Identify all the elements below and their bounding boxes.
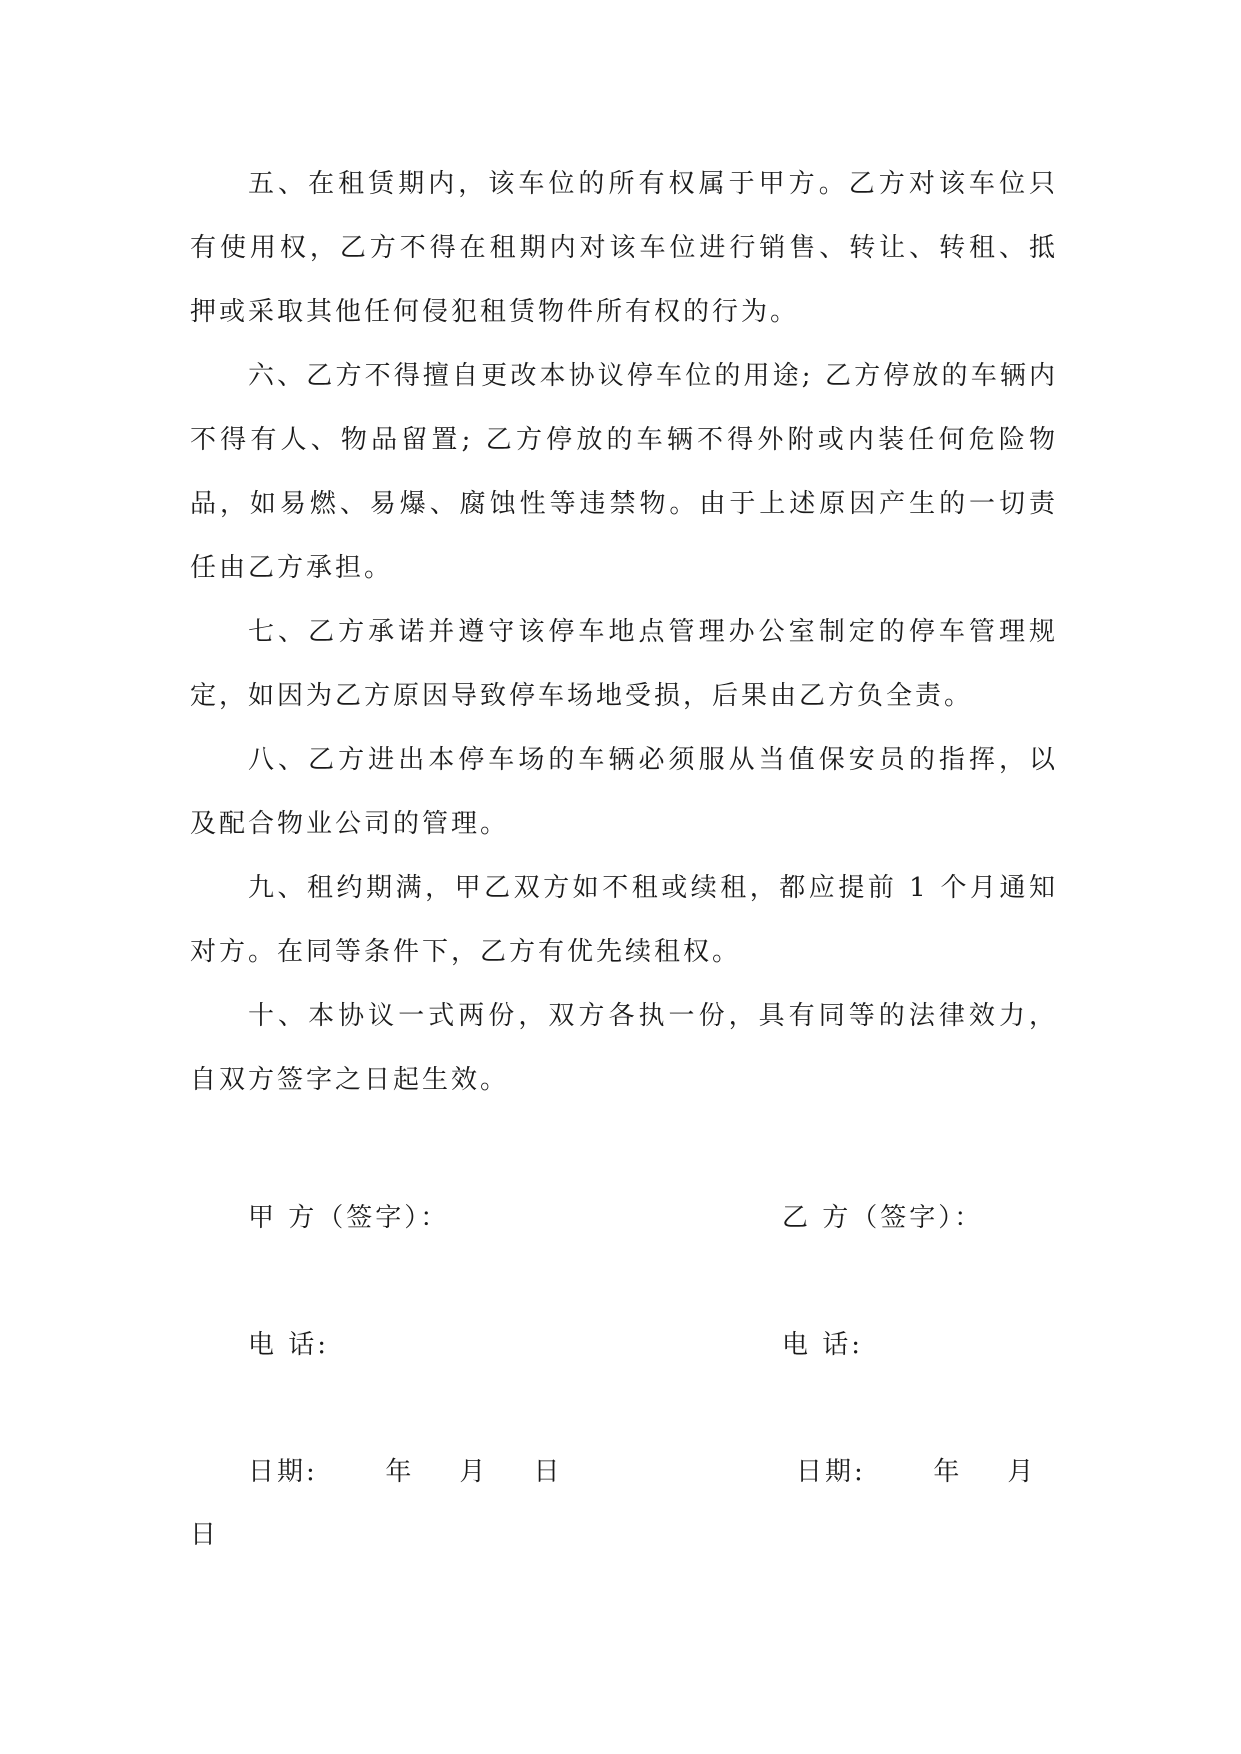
party-a-signature-label: 甲 方（签字）： xyxy=(248,1203,450,1233)
party-b-signature-label: 乙 方（签字）： xyxy=(782,1203,984,1233)
clause-5: 五、在租赁期内，该车位的所有权属于甲方。乙方对该车位只有使用权，乙方不得在租期内对该车位进行销售、转让、转租、抵押或采取其他任何侵犯租赁物件所有权的行为。 xyxy=(190,169,1058,327)
party-b-phone-label: 电 话: xyxy=(782,1330,864,1360)
party-a-phone-label: 电 话: xyxy=(248,1330,330,1360)
clause-7: 七、乙方承诺并遵守该停车地点管理办公室制定的停车管理规定，如因为乙方原因导致停车场地受损，后果由乙方负全责。 xyxy=(190,617,1058,711)
party-b-date-day: 日 xyxy=(190,1520,220,1550)
party-b-date-label: 日期: 年 月 xyxy=(796,1457,1037,1487)
party-a-date-label: 日期: 年 月 日 xyxy=(248,1457,563,1487)
clause-9: 九、租约期满，甲乙双方如不租或续租，都应提前 1 个月通知对方。在同等条件下，乙方有优先续租权。 xyxy=(190,873,1058,967)
clause-8: 八、乙方进出本停车场的车辆必须服从当值保安员的指挥，以及配合物业公司的管理。 xyxy=(190,745,1058,839)
clause-10: 十、本协议一式两份，双方各执一份，具有同等的法律效力，自双方签字之日起生效。 xyxy=(190,1001,1058,1095)
clause-6: 六、乙方不得擅自更改本协议停车位的用途; 乙方停放的车辆内不得有人、物品留置; 乙方停放的车辆不得外附或内装任何危险物品，如易燃、易爆、腐蚀性等违禁物。由于上述原因产生的一切责任由乙方承担。 xyxy=(190,361,1058,583)
